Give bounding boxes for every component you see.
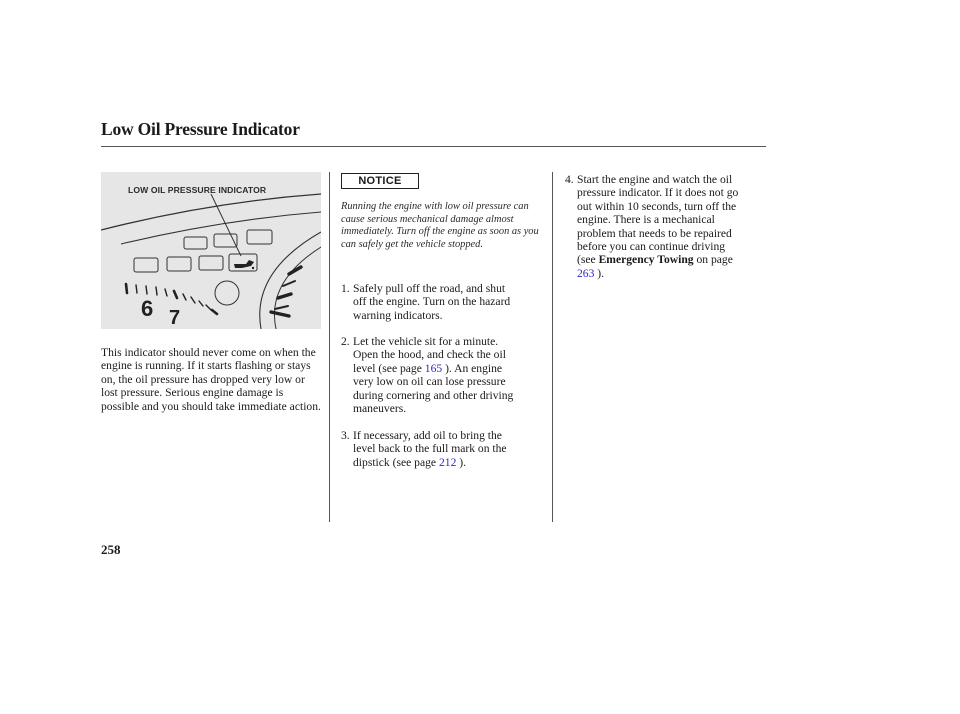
- step-line: off the engine. Turn on the hazard: [353, 295, 511, 309]
- figure-caption: LOW OIL PRESSURE INDICATOR: [128, 185, 267, 195]
- step-number: 2.: [341, 335, 350, 348]
- step-line: dipstick (see page 212 ).: [353, 455, 467, 469]
- step-line: engine. There is a mechanical: [577, 213, 715, 227]
- indicator-illustration: [101, 172, 321, 329]
- step-line: out within 10 seconds, turn off the: [577, 199, 737, 213]
- step-text: [577, 173, 738, 280]
- step-line: very low on oil can lose pressure: [353, 375, 506, 389]
- step-text: [353, 282, 510, 322]
- step-line: maneuvers.: [353, 402, 407, 416]
- gauge-label-6: 6: [141, 296, 154, 321]
- step-line: pressure indicator. If it does not go: [577, 186, 739, 200]
- step-line: before you can continue driving: [577, 240, 726, 254]
- step-number: 1.: [341, 282, 350, 295]
- page-number: 258: [101, 542, 121, 557]
- emergency-towing-ref: Emergency Towing: [598, 253, 694, 267]
- step-line: Safely pull off the road, and shut: [353, 282, 506, 295]
- step-line: 263 ).: [577, 266, 605, 280]
- step-line: If necessary, add oil to bring the: [353, 429, 502, 442]
- intro-paragraph: This indicator should never come on when the engine is running. If it starts flashing or stays on, the oil pressure has dropped very low or lost pressure. Serious engine damage is possible and you should take immediate action.: [101, 346, 321, 413]
- title-underline: [101, 146, 766, 147]
- column-divider-2: [552, 172, 553, 522]
- step-text: [353, 429, 507, 469]
- step-line: level back to the full mark on the: [353, 442, 507, 456]
- page-link-165[interactable]: 165: [424, 361, 443, 375]
- step-number: 4.: [565, 173, 574, 186]
- step-text: [353, 335, 513, 415]
- notice-text: Running the engine with low oil pressure can cause serious mechanical damage almost immediately. Turn off the engine as soon as you can safely get the vehicle stopped.: [341, 201, 539, 250]
- gauge-label-7: 7: [169, 307, 181, 329]
- step-number: 3.: [341, 429, 350, 442]
- step-line: Start the engine and watch the oil: [577, 173, 733, 186]
- step-line: Let the vehicle sit for a minute.: [353, 335, 499, 348]
- step-line: warning indicators.: [353, 308, 443, 322]
- page-link-212[interactable]: 212: [438, 455, 457, 469]
- step-line: problem that needs to be repaired: [577, 226, 732, 240]
- notice-label: NOTICE: [341, 173, 419, 189]
- step-line: level (see page 165 ). An engine: [353, 361, 503, 375]
- column-divider-1: [329, 172, 330, 522]
- step-line: during cornering and other driving: [353, 388, 514, 402]
- step-line: (see Emergency Towing on page: [577, 253, 733, 267]
- step-line: Open the hood, and check the oil: [353, 348, 506, 362]
- page-link-263[interactable]: 263: [577, 266, 595, 280]
- instrument-cluster-drawing: [101, 172, 321, 329]
- page-title: Low Oil Pressure Indicator: [101, 119, 300, 139]
